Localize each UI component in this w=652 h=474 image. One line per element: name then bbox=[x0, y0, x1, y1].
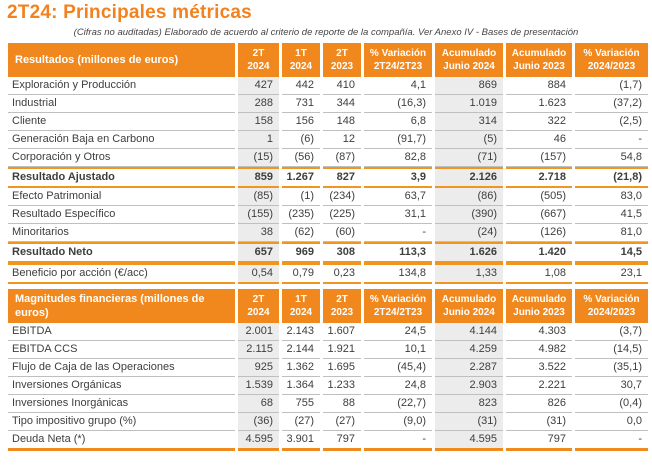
row-label: Inversiones Inorgánicas bbox=[8, 395, 235, 413]
table-cell: (234) bbox=[323, 188, 361, 206]
table-cell: 797 bbox=[506, 431, 572, 451]
table-cell: 1,08 bbox=[506, 263, 572, 284]
table-cell: 823 bbox=[435, 395, 503, 413]
table-cell: 10,1 bbox=[364, 341, 432, 359]
column-header-line1: % Variación bbox=[583, 294, 640, 305]
column-header-line2: 2T24/2T23 bbox=[373, 61, 423, 72]
table-row bbox=[8, 149, 648, 167]
table-cell: (45,4) bbox=[364, 359, 432, 377]
column-header bbox=[282, 289, 320, 323]
table-cell: 442 bbox=[282, 77, 320, 95]
table-cell: 0,23 bbox=[323, 263, 361, 284]
table-cell: 1.921 bbox=[323, 341, 361, 359]
table-cell: 2.718 bbox=[506, 167, 572, 188]
section-header-label: Magnitudes financieras (millones de euros) bbox=[8, 289, 235, 323]
column-header-line2: Junio 2023 bbox=[513, 307, 565, 318]
table-cell: - bbox=[575, 131, 648, 149]
row-label: Generación Baja en Carbono bbox=[8, 131, 235, 149]
metrics-table bbox=[5, 43, 651, 451]
column-header bbox=[323, 43, 361, 77]
column-header bbox=[435, 289, 503, 323]
table-cell: 156 bbox=[282, 113, 320, 131]
column-header bbox=[323, 289, 361, 323]
table-cell: 1.233 bbox=[323, 377, 361, 395]
column-header-line1: % Variación bbox=[583, 48, 640, 59]
table-cell: 1.362 bbox=[282, 359, 320, 377]
table-cell: 2.144 bbox=[282, 341, 320, 359]
table-row bbox=[8, 341, 648, 359]
table-cell: 4.144 bbox=[435, 323, 503, 341]
table-cell: (14,5) bbox=[575, 341, 648, 359]
column-header-line1: % Variación bbox=[369, 294, 427, 305]
table-cell: 410 bbox=[323, 77, 361, 95]
table-cell: (0,4) bbox=[575, 395, 648, 413]
column-header-line1: 2T bbox=[336, 294, 348, 305]
column-header-line1: Acumulado bbox=[441, 48, 497, 59]
table-row bbox=[8, 77, 648, 95]
column-header-line1: Acumulado bbox=[441, 294, 497, 305]
table-cell: (35,1) bbox=[575, 359, 648, 377]
table-row bbox=[8, 263, 648, 284]
section-header-label: Resultados (millones de euros) bbox=[8, 43, 235, 77]
table-cell: 427 bbox=[238, 77, 279, 95]
table-cell: (21,8) bbox=[575, 167, 648, 188]
table-cell: (16,3) bbox=[364, 95, 432, 113]
table-cell: (22,7) bbox=[364, 395, 432, 413]
column-header-line2: 2023 bbox=[330, 307, 354, 318]
table-cell: 1.607 bbox=[323, 323, 361, 341]
row-label: EBITDA bbox=[8, 323, 235, 341]
column-header bbox=[435, 43, 503, 77]
table-cell: 1.420 bbox=[506, 242, 572, 263]
table-cell: 869 bbox=[435, 77, 503, 95]
row-label: Efecto Patrimonial bbox=[8, 188, 235, 206]
table-cell: 6,8 bbox=[364, 113, 432, 131]
row-label: Industrial bbox=[8, 95, 235, 113]
table-cell: 1.364 bbox=[282, 377, 320, 395]
table-cell: (27) bbox=[323, 413, 361, 431]
table-cell: 4.595 bbox=[238, 431, 279, 451]
table-row bbox=[8, 131, 648, 149]
table-cell: (126) bbox=[506, 224, 572, 242]
table-cell: 82,8 bbox=[364, 149, 432, 167]
table-cell: 288 bbox=[238, 95, 279, 113]
table-cell: 1.539 bbox=[238, 377, 279, 395]
table-cell: 31,1 bbox=[364, 206, 432, 224]
table-cell: 2.001 bbox=[238, 323, 279, 341]
table-cell: 3.901 bbox=[282, 431, 320, 451]
row-label: Tipo impositivo grupo (%) bbox=[8, 413, 235, 431]
section-header-row bbox=[8, 289, 648, 323]
row-label: Inversiones Orgánicas bbox=[8, 377, 235, 395]
table-cell: 1.623 bbox=[506, 95, 572, 113]
table-cell: 0,0 bbox=[575, 413, 648, 431]
table-cell: 322 bbox=[506, 113, 572, 131]
column-header bbox=[282, 43, 320, 77]
table-cell: 1,33 bbox=[435, 263, 503, 284]
table-row bbox=[8, 167, 648, 188]
table-row bbox=[8, 395, 648, 413]
table-cell: 308 bbox=[323, 242, 361, 263]
table-row bbox=[8, 224, 648, 242]
table-cell: 2.143 bbox=[282, 323, 320, 341]
table-cell: 2.903 bbox=[435, 377, 503, 395]
table-row bbox=[8, 413, 648, 431]
table-cell: (15) bbox=[238, 149, 279, 167]
column-header-line2: Junio 2024 bbox=[443, 307, 495, 318]
table-cell: (6) bbox=[282, 131, 320, 149]
table-cell: (390) bbox=[435, 206, 503, 224]
table-cell: (91,7) bbox=[364, 131, 432, 149]
table-cell: (157) bbox=[506, 149, 572, 167]
table-cell: 731 bbox=[282, 95, 320, 113]
section-header-row bbox=[8, 43, 648, 77]
column-header-line1: 2T bbox=[336, 48, 348, 59]
table-cell: 83,0 bbox=[575, 188, 648, 206]
table-cell: 969 bbox=[282, 242, 320, 263]
column-header bbox=[364, 289, 432, 323]
column-header-line2: 2024/2023 bbox=[587, 307, 636, 318]
table-cell: 4.595 bbox=[435, 431, 503, 451]
table-cell: 3.522 bbox=[506, 359, 572, 377]
table-cell: (155) bbox=[238, 206, 279, 224]
column-header-line2: 2T24/2T23 bbox=[373, 307, 423, 318]
table-cell: 314 bbox=[435, 113, 503, 131]
table-cell: - bbox=[364, 431, 432, 451]
table-cell: 14,5 bbox=[575, 242, 648, 263]
column-header bbox=[364, 43, 432, 77]
table-cell: (87) bbox=[323, 149, 361, 167]
column-header-line1: % Variación bbox=[369, 48, 427, 59]
column-header bbox=[506, 289, 572, 323]
row-label: Beneficio por acción (€/acc) bbox=[8, 263, 235, 284]
column-header-line2: 2024 bbox=[289, 307, 313, 318]
table-row bbox=[8, 206, 648, 224]
row-label: Minoritarios bbox=[8, 224, 235, 242]
column-header bbox=[506, 43, 572, 77]
table-cell: 41,5 bbox=[575, 206, 648, 224]
table-cell: 4.259 bbox=[435, 341, 503, 359]
column-header-line2: 2024 bbox=[289, 61, 313, 72]
column-header bbox=[575, 289, 648, 323]
row-label: EBITDA CCS bbox=[8, 341, 235, 359]
table-cell: 1.695 bbox=[323, 359, 361, 377]
table-row bbox=[8, 242, 648, 263]
column-header-line2: 2023 bbox=[330, 61, 354, 72]
table-cell: (31) bbox=[435, 413, 503, 431]
table-cell: (36) bbox=[238, 413, 279, 431]
table-cell: (5) bbox=[435, 131, 503, 149]
page-title: 2T24: Principales métricas bbox=[7, 2, 252, 23]
row-label: Resultado Neto bbox=[8, 242, 235, 263]
row-label: Resultado Específico bbox=[8, 206, 235, 224]
table-cell: (62) bbox=[282, 224, 320, 242]
table-cell: 1.019 bbox=[435, 95, 503, 113]
table-cell: 1.267 bbox=[282, 167, 320, 188]
table-cell: 657 bbox=[238, 242, 279, 263]
table-cell: 113,3 bbox=[364, 242, 432, 263]
table-cell: (1) bbox=[282, 188, 320, 206]
row-label: Cliente bbox=[8, 113, 235, 131]
table-cell: - bbox=[364, 224, 432, 242]
row-label: Deuda Neta (*) bbox=[8, 431, 235, 451]
table-cell: 46 bbox=[506, 131, 572, 149]
table-cell: (2,5) bbox=[575, 113, 648, 131]
table-cell: 148 bbox=[323, 113, 361, 131]
table-cell: (235) bbox=[282, 206, 320, 224]
table-cell: 158 bbox=[238, 113, 279, 131]
table-cell: 884 bbox=[506, 77, 572, 95]
column-header-line1: 1T bbox=[295, 294, 307, 305]
column-header-line1: Acumulado bbox=[511, 294, 567, 305]
table-cell: (85) bbox=[238, 188, 279, 206]
table-row bbox=[8, 377, 648, 395]
column-header bbox=[575, 43, 648, 77]
table-cell: 4.982 bbox=[506, 341, 572, 359]
column-header bbox=[238, 289, 279, 323]
table-cell: 4,1 bbox=[364, 77, 432, 95]
table-cell: 63,7 bbox=[364, 188, 432, 206]
table-cell: 2.126 bbox=[435, 167, 503, 188]
table-cell: 1 bbox=[238, 131, 279, 149]
column-header-line1: Acumulado bbox=[511, 48, 567, 59]
table-cell: 68 bbox=[238, 395, 279, 413]
table-row bbox=[8, 359, 648, 377]
table-cell: 38 bbox=[238, 224, 279, 242]
table-cell: (9,0) bbox=[364, 413, 432, 431]
table-cell: (31) bbox=[506, 413, 572, 431]
column-header-line2: 2024 bbox=[247, 61, 270, 72]
table-cell: 1.626 bbox=[435, 242, 503, 263]
table-cell: (505) bbox=[506, 188, 572, 206]
column-header-line1: 2T bbox=[252, 294, 265, 305]
table-cell: 755 bbox=[282, 395, 320, 413]
table-cell: 0,79 bbox=[282, 263, 320, 284]
column-header-line2: 2024 bbox=[247, 307, 270, 318]
table-cell: 859 bbox=[238, 167, 279, 188]
column-header bbox=[238, 43, 279, 77]
table-row bbox=[8, 431, 648, 451]
table-cell: 826 bbox=[506, 395, 572, 413]
table-cell: 2.287 bbox=[435, 359, 503, 377]
table-cell: 23,1 bbox=[575, 263, 648, 284]
table-cell: - bbox=[575, 431, 648, 451]
table-cell: 24,5 bbox=[364, 323, 432, 341]
column-header-line2: 2024/2023 bbox=[587, 61, 636, 72]
table-cell: (86) bbox=[435, 188, 503, 206]
table-cell: (56) bbox=[282, 149, 320, 167]
table-cell: 925 bbox=[238, 359, 279, 377]
table-cell: 4.303 bbox=[506, 323, 572, 341]
table-cell: 3,9 bbox=[364, 167, 432, 188]
table-cell: (60) bbox=[323, 224, 361, 242]
table-cell: 344 bbox=[323, 95, 361, 113]
table-cell: (225) bbox=[323, 206, 361, 224]
table-cell: 54,8 bbox=[575, 149, 648, 167]
table-row bbox=[8, 95, 648, 113]
row-label: Resultado Ajustado bbox=[8, 167, 235, 188]
table-row bbox=[8, 323, 648, 341]
table-cell: 134,8 bbox=[364, 263, 432, 284]
row-label: Exploración y Producción bbox=[8, 77, 235, 95]
table-cell: 827 bbox=[323, 167, 361, 188]
column-header-line1: 2T bbox=[252, 48, 265, 59]
table-cell: (3,7) bbox=[575, 323, 648, 341]
table-cell: 797 bbox=[323, 431, 361, 451]
table-cell: (37,2) bbox=[575, 95, 648, 113]
table-cell: 0,54 bbox=[238, 263, 279, 284]
column-header-line1: 1T bbox=[295, 48, 307, 59]
row-label: Flujo de Caja de las Operaciones bbox=[8, 359, 235, 377]
table-cell: 2.221 bbox=[506, 377, 572, 395]
table-row bbox=[8, 188, 648, 206]
table-row bbox=[8, 113, 648, 131]
table-cell: 12 bbox=[323, 131, 361, 149]
column-header-line2: Junio 2023 bbox=[513, 61, 565, 72]
table-cell: (27) bbox=[282, 413, 320, 431]
table-cell: (1,7) bbox=[575, 77, 648, 95]
table-cell: (71) bbox=[435, 149, 503, 167]
column-header-line2: Junio 2024 bbox=[443, 61, 495, 72]
table-cell: (24) bbox=[435, 224, 503, 242]
row-label: Corporación y Otros bbox=[8, 149, 235, 167]
table-cell: 81,0 bbox=[575, 224, 648, 242]
table-cell: 2.115 bbox=[238, 341, 279, 359]
table-cell: 88 bbox=[323, 395, 361, 413]
table-cell: 24,8 bbox=[364, 377, 432, 395]
table-cell: 30,7 bbox=[575, 377, 648, 395]
page-subtitle: (Cifras no auditadas) Elaborado de acuerdo al criterio de reporte de la compañía. Ver Anexo IV - Bases de presentación bbox=[73, 27, 579, 38]
table-cell: (667) bbox=[506, 206, 572, 224]
